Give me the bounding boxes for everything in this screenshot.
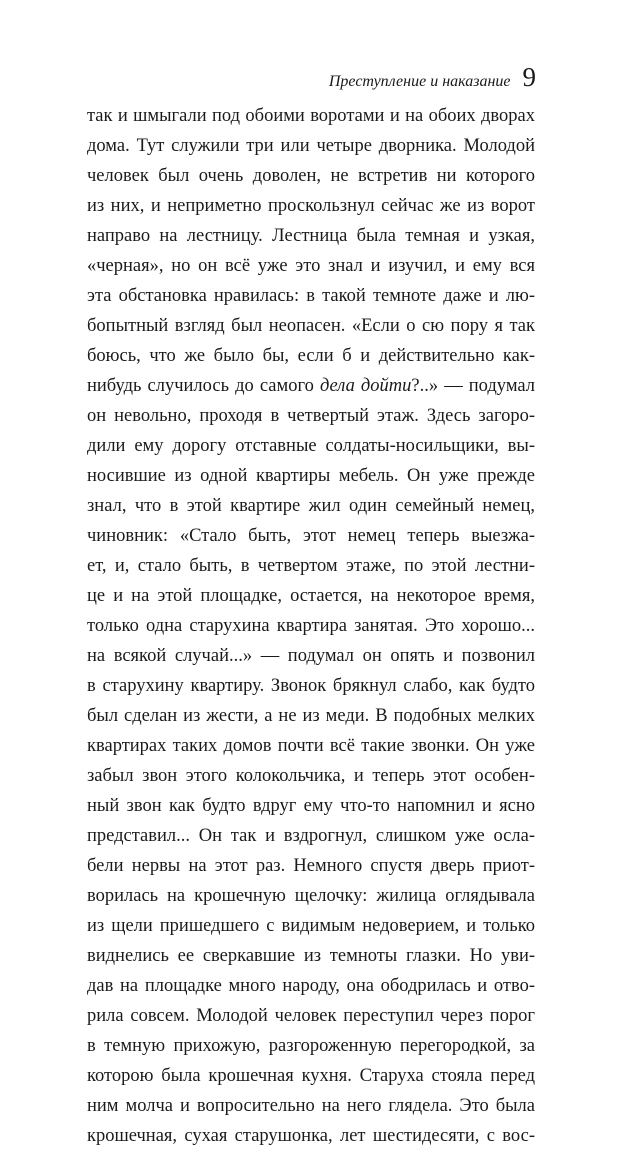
text-line: забыл звон этого колокольчика, и теперь этот особен- <box>87 766 535 786</box>
text-line: из щели пришедшего с видимым недоверием, и только <box>87 916 535 936</box>
text-line: ним молча и вопросительно на него глядела. Это была <box>87 1096 535 1116</box>
text-line: ворилась на крошечную щелочку: жилица оглядывала <box>87 886 535 906</box>
text-line: дав на площадке много народу, она ободрилась и отво- <box>87 976 535 996</box>
text-line-with-italics <box>87 371 535 401</box>
text-line: только одна старухина квартира занятая. Это хорошо... <box>87 616 535 636</box>
text-line: крошечная, сухая старушонка, лет шестидесяти, с вос- <box>87 1126 535 1146</box>
text-line: бели нервы на этот раз. Немного спустя дверь приот- <box>87 856 535 876</box>
italic-word: дойти <box>360 376 412 396</box>
text-segment: нибудь случилось до самого <box>87 376 320 396</box>
text-line: дили ему дорогу отставные солдаты-носильщики, вы- <box>87 436 535 456</box>
text-line: знал, что в этой квартире жил один семейный немец, <box>87 496 535 516</box>
text-line: квартирах таких домов почти всё такие звонки. Он уже <box>87 736 535 756</box>
text-line: которою была крошечная кухня. Старуха стояла перед <box>87 1066 535 1086</box>
text-line: человек был очень доволен, не встретив ни которого <box>87 166 535 186</box>
body-text <box>87 101 535 1151</box>
text-line: бопытный взгляд был неопасен. «Если о сю пору я так <box>87 316 535 336</box>
text-line: он невольно, проходя в четвертый этаж. Здесь загоро- <box>87 406 535 426</box>
text-line: рила совсем. Молодой человек переступил через порог <box>87 1006 535 1026</box>
text-line: чиновник: «Стало быть, этот немец теперь выезжа- <box>87 526 535 546</box>
text-line: дома. Тут служили три или четыре дворника. Молодой <box>87 136 535 156</box>
text-line: боюсь, что же было бы, если б и действительно как- <box>87 346 535 366</box>
text-line: ный звон как будто вдруг ему что-то напомнил и ясно <box>87 796 535 816</box>
text-line: на всякой случай...» — подумал он опять и позвонил <box>87 646 535 666</box>
text-line: в старухину квартиру. Звонок брякнул слабо, как будто <box>87 676 535 696</box>
text-line: в темную прихожую, разгороженную перегородкой, за <box>87 1036 535 1056</box>
page-header <box>329 62 536 93</box>
text-line: эта обстановка нравилась: в такой темноте даже и лю- <box>87 286 535 306</box>
text-segment: ?..» — подумал <box>411 376 536 396</box>
text-line: «черная», но он всё уже это знал и изучил, и ему вся <box>87 256 535 276</box>
text-line: виднелись ее сверкавшие из темноты глазки. Но уви- <box>87 946 535 966</box>
italic-word: дела <box>319 376 355 396</box>
text-line: так и шмыгали под обоими воротами и на обоих дворах <box>87 106 535 126</box>
page-number: 9 <box>522 62 536 92</box>
text-line: ет, и, стало быть, в четвертом этаже, по этой лестни- <box>87 556 535 576</box>
text-line: направо на лестницу. Лестница была темная и узкая, <box>87 226 535 246</box>
text-line: из них, и неприметно проскользнул сейчас же из ворот <box>87 196 535 216</box>
running-title: Преступление и наказание <box>328 73 511 90</box>
text-line: носившие из одной квартиры мебель. Он уже прежде <box>87 466 535 486</box>
text-line: был сделан из жести, а не из меди. В подобных мелких <box>87 706 535 726</box>
text-line: це и на этой площадке, остается, на некоторое время, <box>87 586 535 606</box>
text-line: представил... Он так и вздрогнул, слишком уже осла- <box>87 826 535 846</box>
